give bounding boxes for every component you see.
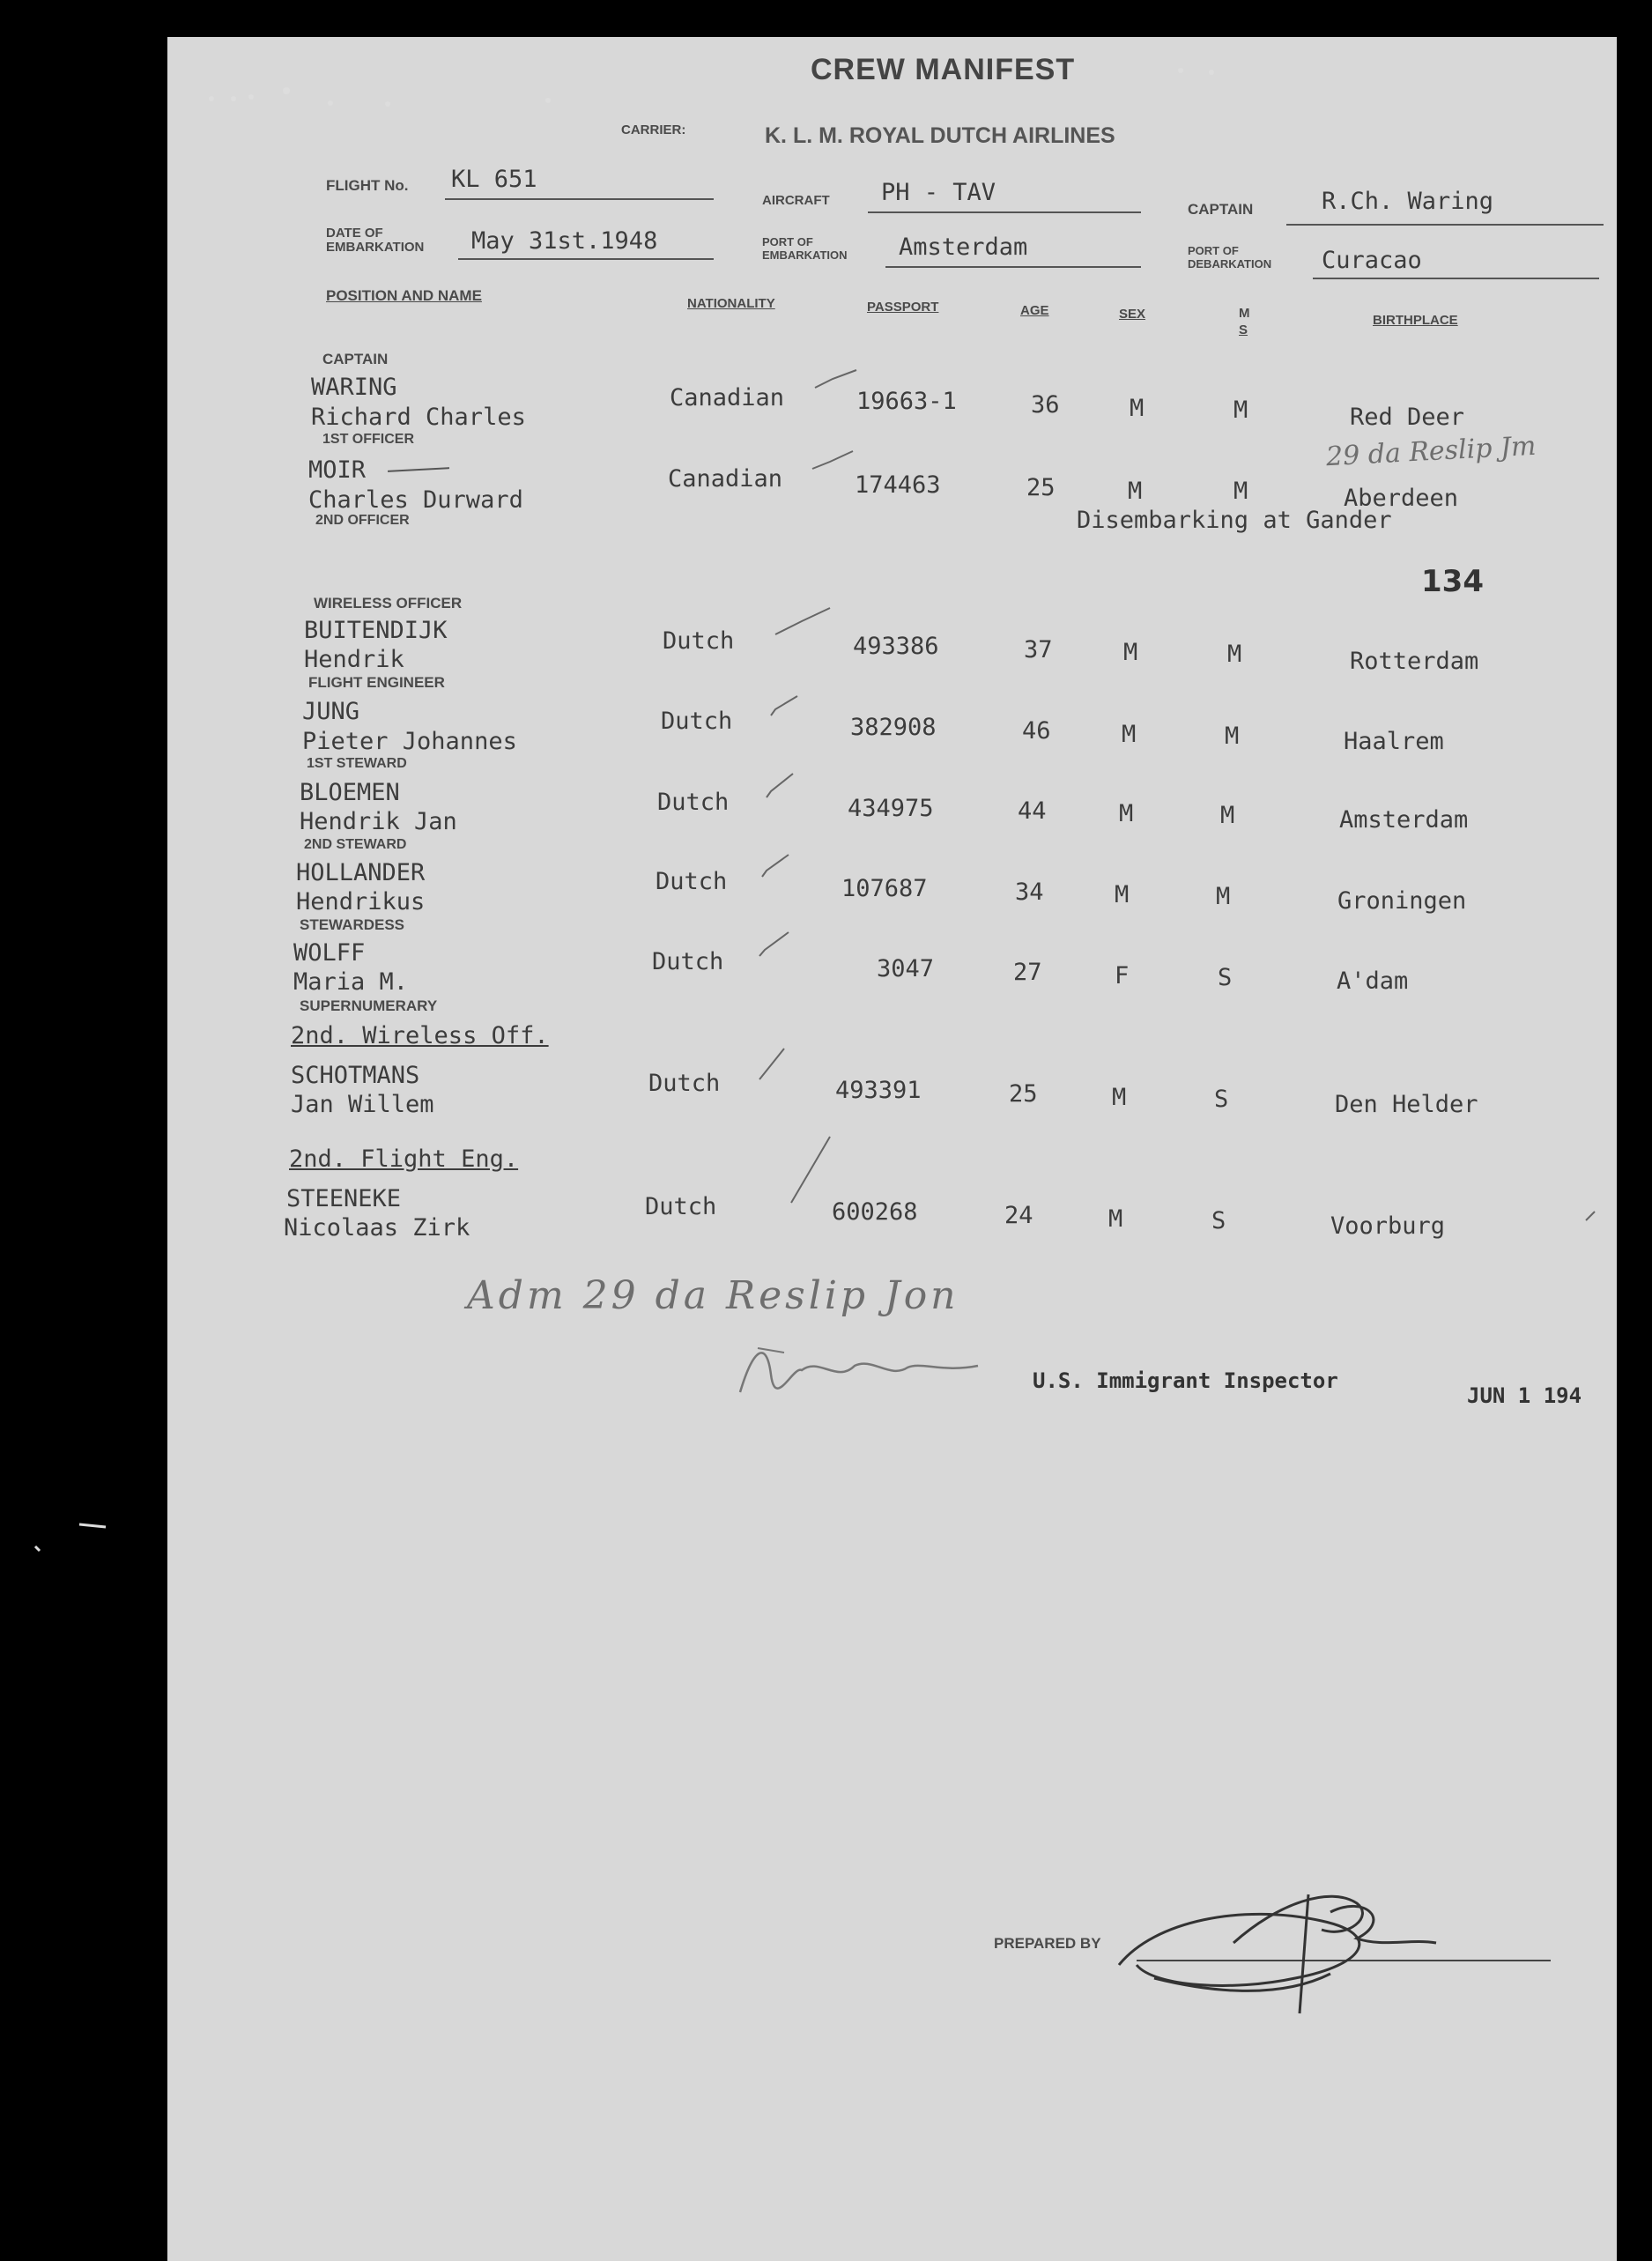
position-label: 2ND OFFICER	[315, 513, 410, 528]
crew-role: 2nd. Flight Eng.	[289, 1145, 519, 1173]
crew-birthplace: Red Deer	[1350, 404, 1465, 431]
crew-given-name: Nicolaas Zirk	[284, 1214, 470, 1242]
crew-age: 37	[1024, 636, 1053, 663]
flight-label: FLIGHT No.	[326, 177, 409, 194]
crew-passport: 493386	[853, 633, 939, 660]
crew-marital-status: M	[1216, 883, 1231, 910]
crew-surname: BLOEMEN	[300, 779, 400, 806]
crew-birthplace: Den Helder	[1335, 1091, 1478, 1118]
crew-sex: M	[1119, 800, 1134, 827]
crew-age: 24	[1004, 1202, 1033, 1229]
port-deb-value: Curacao	[1322, 247, 1422, 274]
crew-marital-status: M	[1220, 802, 1235, 829]
position-label: CAPTAIN	[322, 351, 389, 367]
crew-passport: 174463	[855, 471, 941, 499]
position-label: 1ST STEWARD	[307, 756, 407, 771]
crew-passport: 434975	[848, 795, 934, 822]
crew-surname: HOLLANDER	[296, 859, 426, 886]
page-number: 134	[1421, 564, 1484, 599]
crew-birthplace: A'dam	[1337, 967, 1409, 995]
crew-age: 25	[1009, 1080, 1038, 1108]
position-label: 2ND STEWARD	[304, 837, 407, 852]
port-emb-label-1: PORT OF	[762, 235, 813, 248]
prepared-by-label: PREPARED BY	[994, 1935, 1101, 1952]
crew-sex: M	[1108, 1205, 1123, 1233]
col-nationality: NATIONALITY	[687, 296, 775, 311]
crew-sex: M	[1112, 1084, 1127, 1111]
crew-passport: 382908	[850, 714, 937, 741]
col-age: AGE	[1020, 303, 1049, 318]
crew-surname: WARING	[311, 374, 397, 401]
crew-sex: M	[1115, 881, 1130, 908]
crew-age: 46	[1022, 717, 1051, 745]
captain-label: CAPTAIN	[1188, 201, 1254, 218]
col-ms-s: S	[1239, 322, 1248, 337]
crew-given-name: Maria M.	[293, 968, 409, 996]
crew-passport: 3047	[877, 955, 935, 982]
port-emb-value: Amsterdam	[899, 234, 1028, 261]
crew-birthplace: Amsterdam	[1339, 806, 1469, 834]
crew-sex: F	[1115, 962, 1130, 990]
crew-surname: MOIR	[308, 456, 367, 484]
crew-marital-status: S	[1218, 964, 1233, 991]
crew-nationality: Dutch	[652, 948, 724, 975]
date-stamp: JUN 1 194	[1467, 1383, 1582, 1408]
crew-given-name: Richard Charles	[311, 404, 526, 431]
position-label: STEWARDESS	[300, 916, 405, 933]
position-label: SUPERNUMERARY	[300, 997, 438, 1014]
crew-passport: 19663-1	[856, 388, 957, 415]
crew-birthplace: Voorburg	[1330, 1212, 1446, 1240]
date-value: May 31st.1948	[471, 227, 658, 255]
crew-role: 2nd. Wireless Off.	[291, 1022, 549, 1049]
crew-marital-status: M	[1227, 641, 1242, 668]
position-label: WIRELESS OFFICER	[314, 595, 463, 612]
crew-nationality: Dutch	[656, 868, 728, 895]
carrier-label: CARRIER:	[621, 122, 686, 137]
crew-marital-status: M	[1225, 723, 1240, 750]
crew-sex: M	[1123, 639, 1138, 666]
captain-value: R.Ch. Waring	[1322, 188, 1494, 215]
crew-age: 34	[1015, 878, 1044, 906]
crew-age: 44	[1018, 797, 1047, 825]
position-label: FLIGHT ENGINEER	[308, 674, 445, 691]
crew-age: 25	[1026, 474, 1056, 501]
crew-birthplace: Haalrem	[1344, 728, 1444, 755]
date-label-1: DATE OF	[326, 226, 383, 241]
col-passport: PASSPORT	[867, 300, 939, 315]
crew-birthplace: Aberdeen	[1344, 485, 1459, 512]
document-title: CREW MANIFEST	[811, 53, 1076, 86]
crew-nationality: Dutch	[648, 1070, 721, 1097]
crew-sex: M	[1122, 721, 1137, 748]
crew-nationality: Canadian	[668, 465, 783, 493]
crew-surname: STEENEKE	[286, 1185, 402, 1212]
port-emb-label-2: EMBARKATION	[762, 248, 848, 262]
carrier-value: K. L. M. ROYAL DUTCH AIRLINES	[765, 123, 1115, 148]
port-deb-label-2: DEBARKATION	[1188, 257, 1272, 271]
handwritten-admit-note: Adm 29 da Reslip Jon	[467, 1273, 959, 1318]
flight-value: KL 651	[451, 166, 537, 193]
crew-surname: SCHOTMANS	[291, 1062, 420, 1089]
col-position-name: POSITION AND NAME	[326, 287, 482, 304]
col-sex: SEX	[1119, 307, 1146, 322]
crew-nationality: Canadian	[670, 384, 785, 411]
crew-passport: 107687	[841, 875, 928, 902]
date-label-2: EMBARKATION	[326, 240, 425, 255]
crew-marital-status: M	[1233, 478, 1248, 505]
crew-given-name: Charles Durward	[308, 486, 523, 514]
crew-nationality: Dutch	[663, 627, 735, 655]
position-label: 1ST OFFICER	[322, 432, 415, 447]
crew-given-name: Hendrikus	[296, 888, 426, 916]
crew-marital-status: S	[1214, 1086, 1229, 1113]
port-deb-label-1: PORT OF	[1188, 244, 1239, 257]
crew-birthplace: Rotterdam	[1350, 648, 1479, 675]
crew-age: 36	[1031, 391, 1060, 419]
col-ms-m: M	[1239, 306, 1250, 321]
crew-birthplace: Groningen	[1337, 887, 1467, 915]
crew-marital-status: S	[1211, 1207, 1226, 1234]
crew-surname: BUITENDIJK	[304, 617, 448, 644]
crew-passport: 493391	[835, 1077, 922, 1104]
crew-surname: WOLFF	[293, 939, 366, 967]
aircraft-value: PH - TAV	[881, 179, 996, 206]
crew-marital-status: M	[1233, 397, 1248, 424]
handwritten-note: 29 da Reslip Jm	[1325, 430, 1537, 473]
crew-sex: M	[1130, 395, 1145, 422]
crew-age: 27	[1013, 959, 1042, 986]
crew-nationality: Dutch	[661, 708, 733, 735]
crew-nationality: Dutch	[657, 789, 730, 816]
crew-given-name: Hendrik Jan	[300, 808, 457, 835]
crew-given-name: Pieter Johannes	[302, 728, 517, 755]
crew-sex: M	[1128, 478, 1143, 505]
crew-passport: 600268	[832, 1198, 918, 1226]
inspector-label: U.S. Immigrant Inspector	[1033, 1368, 1338, 1393]
crew-nationality: Dutch	[645, 1193, 717, 1220]
crew-given-name: Hendrik	[304, 646, 404, 673]
crew-given-name: Jan Willem	[291, 1091, 434, 1118]
crew-surname: JUNG	[302, 698, 360, 725]
col-birthplace: BIRTHPLACE	[1373, 313, 1458, 328]
disembarking-note: Disembarking at Gander	[1077, 507, 1392, 534]
aircraft-label: AIRCRAFT	[762, 193, 830, 208]
